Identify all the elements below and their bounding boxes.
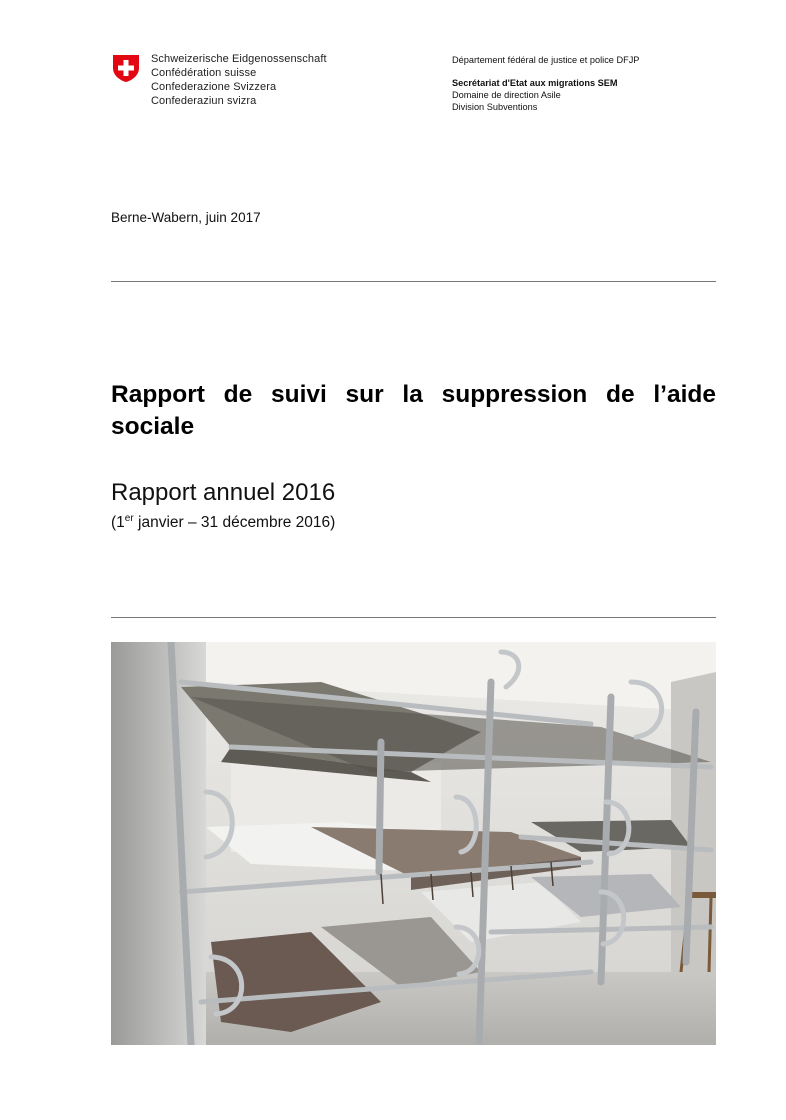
agency-line-de: Schweizerische Eidgenossenschaft — [151, 53, 327, 65]
bottom-divider — [111, 617, 716, 618]
division-name: Division Subventions — [452, 102, 538, 112]
agency-line-fr: Confédération suisse — [151, 67, 257, 79]
department-name: Département fédéral de justice et police DFJP — [452, 55, 640, 65]
agency-line-it: Confederazione Svizzera — [151, 81, 277, 93]
report-subtitle: Rapport annuel 2016 — [111, 479, 336, 506]
agency-line-rm: Confederaziun svizra — [151, 95, 257, 107]
secretariat-name: Secrétariat d'Etat aux migrations SEM — [452, 78, 618, 88]
report-period — [111, 514, 335, 532]
period-rest: janvier – 31 décembre 2016) — [133, 514, 336, 531]
secretariat-block — [452, 77, 618, 113]
domain-name: Domaine de direction Asile — [452, 90, 561, 100]
period-open: (1 — [111, 514, 125, 531]
place-date: Berne-Wabern, juin 2017 — [111, 210, 261, 225]
cover-photo — [111, 642, 716, 1045]
agency-name-lines — [151, 52, 327, 108]
top-divider — [111, 281, 716, 282]
report-title: Rapport de suivi sur la suppression de l’aide sociale — [111, 381, 716, 440]
swiss-cross-shield-icon — [111, 53, 141, 83]
period-superscript: er — [124, 513, 134, 524]
